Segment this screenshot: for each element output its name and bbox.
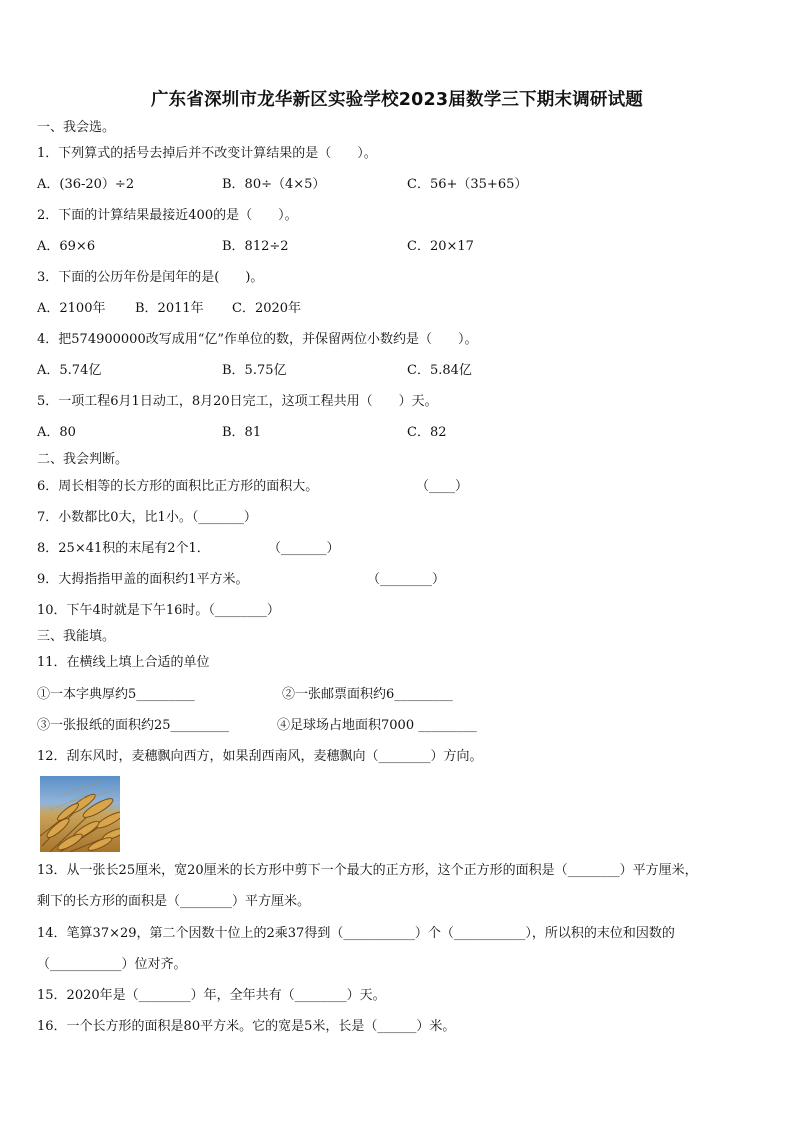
question-6-stem: 6．周长相等的长方形的面积比正方形的面积大。 (37, 479, 319, 494)
question-11-item-3: ③一张报纸的面积约25_________ (37, 718, 230, 733)
question-4-option-c: C．5.84亿 (407, 363, 472, 378)
question-4-option-b: B．5.75亿 (222, 363, 287, 378)
question-2-option-c: C．20×17 (407, 239, 474, 254)
section-heading-2: 二、我会判断。 (37, 452, 129, 467)
question-9-answer-blank[interactable]: （________） (367, 572, 446, 587)
question-3-option-a: A．2100年 (37, 301, 106, 316)
question-14-line-1: 14．笔算37×29，第二个因数十位上的2乘37得到（___________）个（___________），所以积的末位和因数的 (37, 926, 675, 941)
question-4-option-a: A．5.74亿 (37, 363, 102, 378)
question-10-stem: 10．下午4时就是下午16时。（________） (37, 603, 280, 618)
section-heading-3: 三、我能填。 (37, 629, 116, 644)
question-5-option-a: A．80 (37, 425, 76, 440)
question-5-option-c: C．82 (407, 425, 447, 440)
question-11-item-4: ④足球场占地面积7000 _________ (277, 718, 477, 733)
question-16-stem: 16．一个长方形的面积是80平方米。它的宽是5米，长是（______）米。 (37, 1019, 456, 1034)
question-3-stem: 3．下面的公历年份是闰年的是( )。 (37, 270, 264, 285)
question-2-stem: 2．下面的计算结果最接近400的是（ ）。 (37, 208, 298, 223)
question-6-answer-blank[interactable]: （____） (416, 479, 469, 494)
question-2-option-b: B．812÷2 (222, 239, 289, 254)
section-heading-1: 一、我会选。 (37, 120, 116, 135)
wheat-image (40, 776, 120, 852)
question-11-item-2: ②一张邮票面积约6_________ (282, 687, 453, 702)
page-title: 广东省深圳市龙华新区实验学校2023届数学三下期末调研试题 (150, 90, 643, 110)
question-1-option-b: B．80÷（4×5） (222, 177, 326, 192)
question-12-stem: 12．刮东风时，麦穗飘向西方，如果刮西南风，麦穗飘向（________）方向。 (37, 749, 483, 764)
question-11-stem: 11．在横线上填上合适的单位 (37, 655, 210, 670)
question-14-line-2: （___________）位对齐。 (37, 957, 187, 972)
question-3-option-b: B．2011年 (135, 301, 204, 316)
question-5-stem: 5．一项工程6月1日动工，8月20日完工，这项工程共用（ ）天。 (37, 394, 438, 409)
question-5-option-b: B．81 (222, 425, 262, 440)
question-3-option-c: C．2020年 (232, 301, 302, 316)
question-9-stem: 9．大拇指指甲盖的面积约1平方米。 (37, 572, 249, 587)
question-8-answer-blank[interactable]: （_______） (268, 541, 340, 556)
question-13-line-1: 13．从一张长25厘米，宽20厘米的长方形中剪下一个最大的正方形，这个正方形的面积是（________）平方厘米， (37, 863, 698, 878)
question-8-stem: 8．25×41积的末尾有2个1． (37, 541, 210, 556)
question-13-line-2: 剩下的长方形的面积是（________）平方厘米。 (37, 894, 311, 909)
question-1-stem: 1．下列算式的括号去掉后并不改变计算结果的是（ ）。 (37, 146, 377, 161)
question-1-option-a: A．(36-20）÷2 (37, 177, 135, 192)
question-4-stem: 4．把574900000改写成用“亿”作单位的数，并保留两位小数约是（ ）。 (37, 332, 478, 347)
question-11-item-1: ①一本字典厚约5_________ (37, 687, 195, 702)
question-7-stem: 7．小数都比0大，比1小。（_______） (37, 510, 257, 525)
question-2-option-a: A．69×6 (37, 239, 96, 254)
question-15-stem: 15．2020年是（________）年，全年共有（________）天。 (37, 988, 386, 1003)
question-1-option-c: C．56+（35+65） (407, 177, 528, 192)
